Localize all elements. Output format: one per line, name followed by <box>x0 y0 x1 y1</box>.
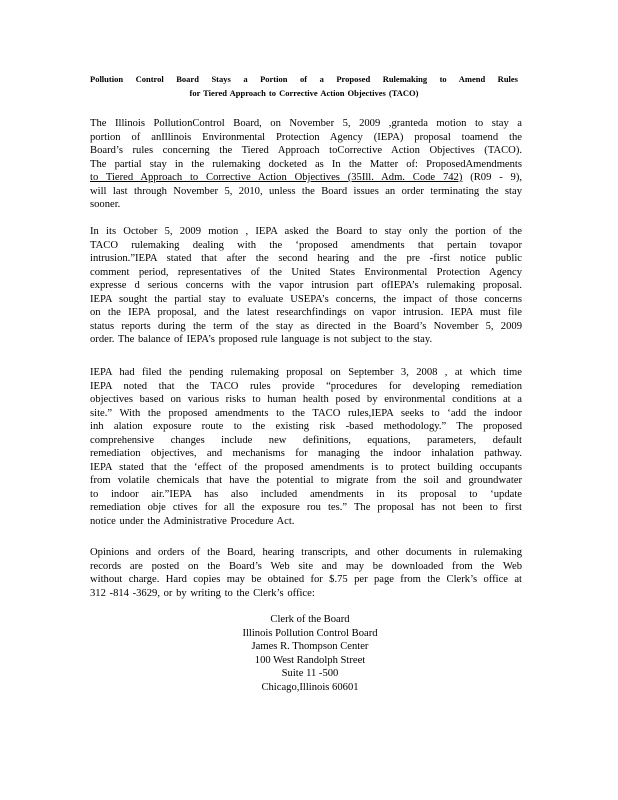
paragraph-line: The partial stay in the rulemaking docketed as In the Matter of: ProposedAmendments <box>90 158 522 170</box>
paragraph-iepa-motion <box>90 225 522 347</box>
paragraph-line: records are posted on the Board’s Web site and may be downloaded from the Web <box>90 560 522 572</box>
paragraph-line: sooner. <box>90 199 121 210</box>
docket-number: (R09 - 9), <box>462 172 523 183</box>
paragraph-line <box>90 171 522 185</box>
paragraph-line: without charge. Hard copies may be obtained for $.75 per page from the Clerk’s office at <box>90 574 522 585</box>
paragraph-line: IEPA sought the partial stay to evaluate USEPA’s concerns, the impact of those concerns <box>90 293 522 305</box>
paragraph-line: IEPA had filed the pending rulemaking proposal on September 3, 2008 , at which time <box>90 367 522 378</box>
paragraph-line: expresse d serious concerns with the vapor intrusion part ofIEPA’s rulemaking proposal. <box>90 280 522 291</box>
paragraph-line: intrusion.”IEPA stated that after the second hearing and the pre -first notice public <box>90 253 522 264</box>
address-line: James R. Thompson Center <box>251 641 369 653</box>
address-line: Illinois Pollution Control Board <box>242 627 378 639</box>
address-line: 100 West Randolph Street <box>254 654 366 666</box>
address-line: Clerk of the Board <box>270 614 350 625</box>
paragraph-stay-granted <box>90 117 522 212</box>
paragraph-line: IEPA stated that the ‘effect of the proposed amendments is to protect building occupants <box>90 461 522 473</box>
paragraph-line: Board’s rules concerning the Tiered Approach toCorrective Action Objectives (TACO). <box>90 145 522 156</box>
paragraph-line: notice under the Administrative Procedure Act. <box>90 515 295 527</box>
clerk-mailing-address <box>200 613 420 695</box>
paragraph-line: portion of anIllinois Environmental Protection Agency (IEPA) proposal toamend the <box>90 131 522 143</box>
paragraph-line: order. The balance of IEPA’s proposed rule language is not subject to the stay. <box>90 334 433 345</box>
headline-line-2: for Tiered Approach to Corrective Action Objectives (TACO) <box>189 88 419 98</box>
paragraph-line: from volatile chemicals that have the potential to migrate from the soil and groundwater <box>90 475 522 486</box>
paragraph-line: The Illinois PollutionControl Board, on November 5, 2009 ,granteda motion to stay a <box>90 118 522 129</box>
paragraph-line: remediation objectives, and mechanisms for managing the indoor inhalation pathway. <box>90 448 522 459</box>
paragraph-line: status reports during the term of the stay as directed in the Board’s November 5, 2009 <box>90 320 522 332</box>
docket-title-underlined: to Tiered Approach to Corrective Action Objectives (35Ill. Adm. Code 742) <box>90 172 463 183</box>
paragraph-line: site.” With the proposed amendments to the TACO rules,IEPA seeks to ‘add the indoor <box>90 407 522 419</box>
paragraph-line: objectives based on various risks to human health posed by environmental conditions at a <box>90 394 522 405</box>
address-line: Suite 11 -500 <box>281 668 339 680</box>
paragraph-line: comment period, representatives of the United States Environmental Protection Agency <box>90 266 522 278</box>
headline-line-1: Pollution Control Board Stays a Portion of a Proposed Rulemaking to Amend Rules <box>90 74 518 84</box>
paragraph-pending-proposal <box>90 366 522 528</box>
address-line: Chicago,Illinois 60601 <box>261 681 359 693</box>
paragraph-line: on the IEPA proposal, and the latest researchfindings on vapor intrusion. IEPA must file <box>90 307 522 318</box>
paragraph-line: remediation obje ctives for all the exposure rou tes.” The proposal has not been to first <box>90 502 522 513</box>
paragraph-records-access <box>90 546 522 600</box>
paragraph-line: In its October 5, 2009 motion , IEPA asked the Board to stay only the portion of the <box>90 226 522 237</box>
paragraph-line: comprehensive changes include new definitions, equations, parameters, default <box>90 434 522 446</box>
paragraph-line: TACO rulemaking dealing with the ‘proposed amendments that pertain tovapor <box>90 239 522 251</box>
paragraph-line: IEPA noted that the TACO rules provide “procedures for developing remediation <box>90 380 522 392</box>
paragraph-line: will last through November 5, 2010, unless the Board issues an order terminating the stay <box>90 185 522 197</box>
paragraph-line: to indoor air.”IEPA has also included amendments in its proposal to ‘update <box>90 488 522 500</box>
paragraph-line: Opinions and orders of the Board, hearing transcripts, and other documents in rulemaking <box>90 547 522 558</box>
press-release-headline <box>90 72 518 100</box>
paragraph-line: 312 -814 -3629, or by writing to the Clerk’s office: <box>90 587 315 599</box>
paragraph-line: inh alation exposure route to the existing risk -based methodology.” The proposed <box>90 421 522 432</box>
